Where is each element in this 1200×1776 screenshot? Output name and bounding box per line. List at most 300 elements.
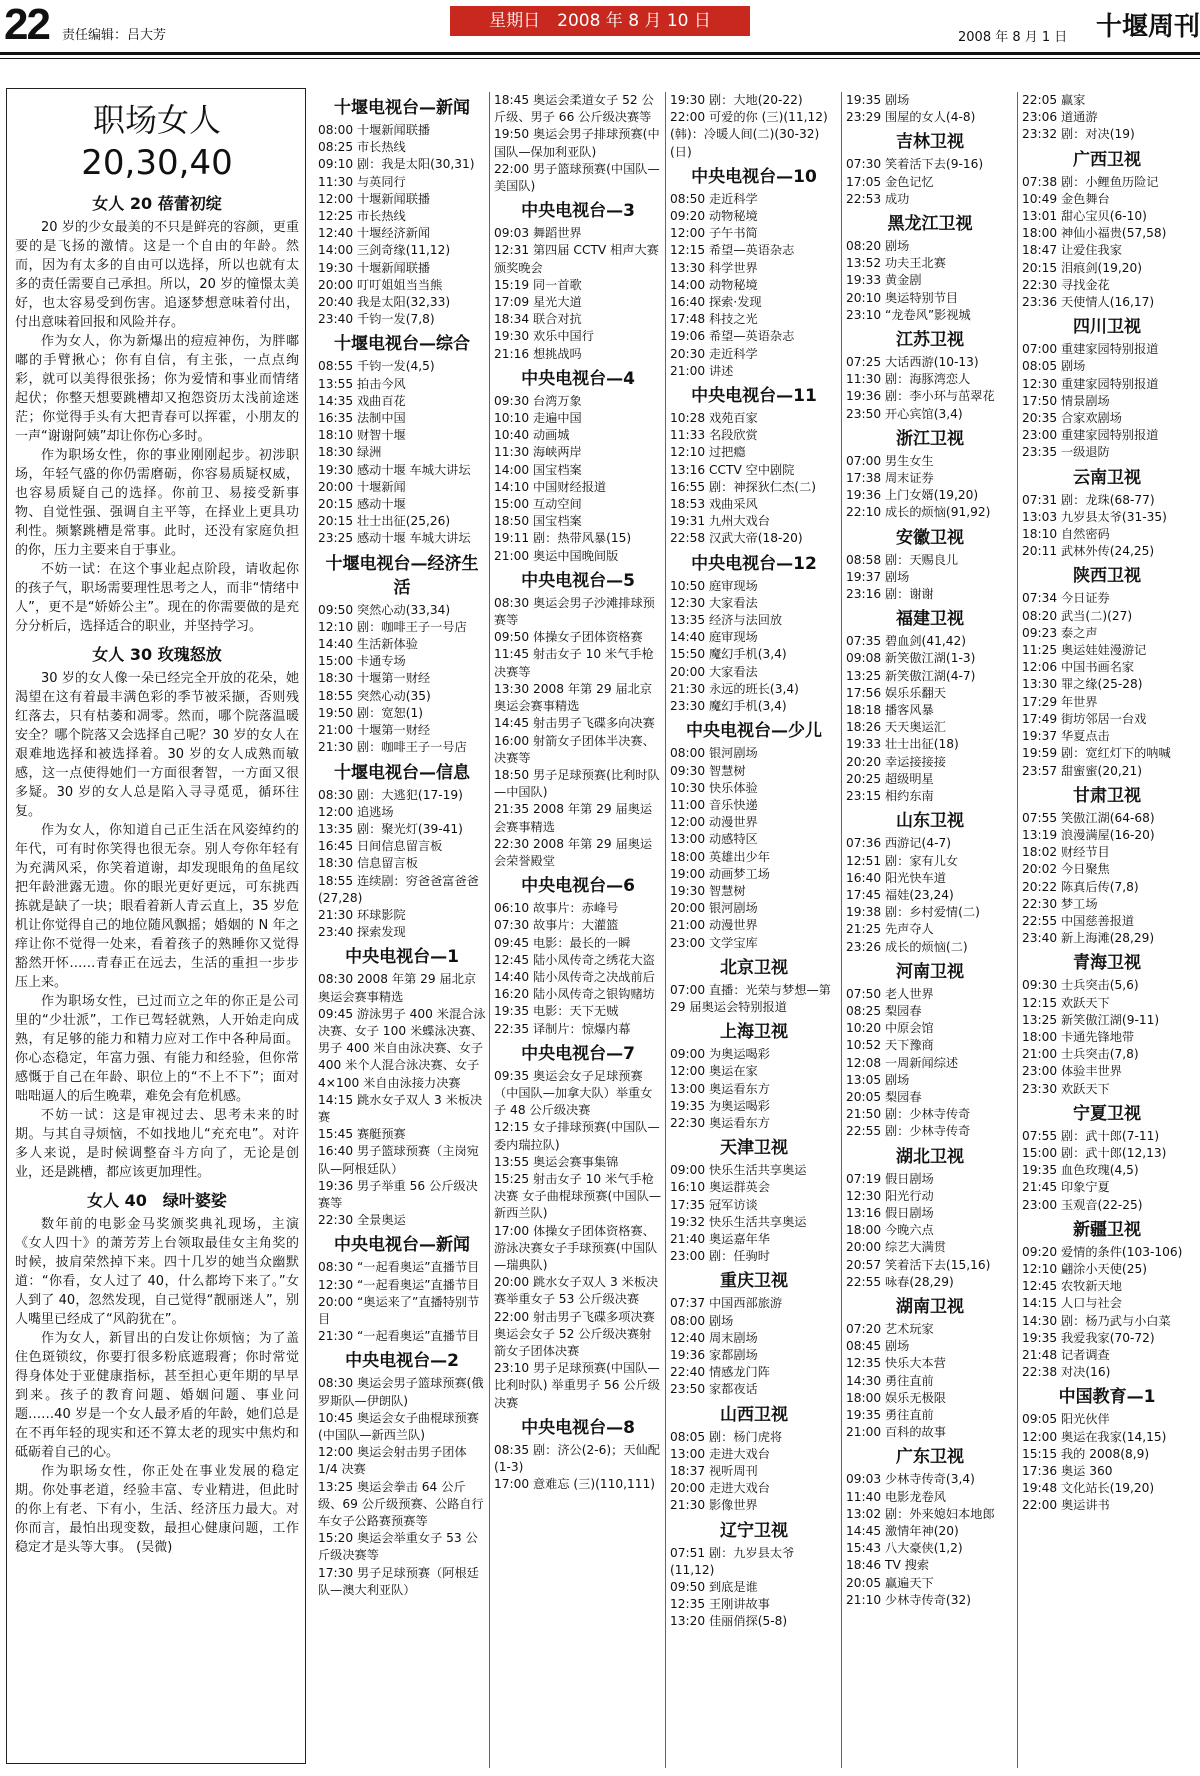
program-entry: 23:40 千钧一发(7,8): [318, 312, 435, 327]
program-entry: 21:00 十堰第一财经: [318, 723, 431, 738]
program-entry: 19:36 剧：李小环与茁翠花: [846, 389, 995, 404]
program-entry: 18:00 今晚六点: [846, 1223, 934, 1238]
program-entry: 07:19 假日剧场: [846, 1171, 934, 1186]
program-entry: 20:35 合家欢剧场: [1022, 411, 1122, 426]
program-entry: 20:22 陈真后传(7,8): [1022, 879, 1139, 894]
program-entry: 18:00 英雄出少年: [670, 849, 770, 864]
channel-title: 中央电视台—10: [691, 166, 817, 187]
program-entry: 23:00 文学宝库: [670, 935, 758, 950]
channel-title: 安徽卫视: [896, 527, 964, 548]
channel-title: 江苏卫视: [896, 330, 964, 351]
program-entry: 18:10 财智十堰: [318, 428, 406, 443]
program-entry: 23:35 一级退防: [1022, 445, 1110, 460]
channel-title: 十堰电视台—经济生活: [325, 553, 479, 598]
program-entry: 09:30 台湾万象: [494, 393, 582, 408]
program-entry: 09:50 体操女子团体资格赛: [494, 630, 643, 645]
program-entry: 10:49 金色舞台: [1022, 191, 1110, 206]
article-paragraph: 作为职场女性，你正处在事业发展的稳定期。你处事老道，经验丰富、专业精进，但此时的你上有老、下有小，生活、经济压力最大。对你而言，最怕出现变数，最担心健康问题，工作稳定才是头等大事。 (吴微): [15, 1464, 299, 1555]
program-entry: 12:00 奥运在家: [670, 1064, 758, 1079]
program-entry: 08:30 2008 年第 29 届北京奥运会赛事精选: [318, 972, 477, 1004]
program-entry: 08:30 奥运会男子篮球预赛(俄罗斯队—伊朗队): [318, 1376, 484, 1408]
program-entry: 12:30 重建家园特别报道: [1022, 376, 1159, 391]
program-entry: 12:00 动漫世界: [670, 815, 758, 830]
program-entry: 10:10 走遍中国: [494, 411, 582, 426]
channel-title: 浙江卫视: [896, 428, 964, 449]
program-entry: 07:30 笑着活下去(9-16): [846, 157, 984, 172]
program-entry: 22:30 寻找金花: [1022, 277, 1110, 292]
program-entry: 09:50 突然心动(33,34): [318, 602, 451, 617]
channel-title: 重庆卫视: [720, 1271, 788, 1292]
program-entry: 18:02 财经节目: [1022, 845, 1110, 860]
program-entry: 16:40 男子篮球预赛（主岗宛队—阿根廷队）: [318, 1144, 479, 1176]
program-entry: 14:10 中国财经报道: [494, 479, 607, 494]
program-entry: 23:29 围屋的女人(4-8): [846, 110, 976, 125]
program-entry: 12:45 陆小凤传奇之绣花大盗: [494, 952, 655, 967]
article-paragraph: 不妨一试：这是审视过去、思考未来的时期。与其自寻烦恼，不如找地儿“充充电”。对许多人来说，是时候调整奋斗方向了，无论是创业，还是跳槽，都应该更加理性。: [15, 1108, 299, 1180]
program-entry: 17:29 年世界: [1022, 694, 1098, 709]
program-entry: 14:45 激情年神(20): [846, 1524, 959, 1538]
program-entry: 22:55 咏春(28,29): [846, 1274, 954, 1289]
program-entry: 12:00 追逃场: [318, 804, 394, 819]
program-entry: 18:30 十堰第一财经: [318, 671, 431, 686]
program-entry: 20:00 大家看法: [670, 664, 758, 679]
column-divider: [841, 92, 842, 1768]
program-entry: 22:40 情感龙门阵: [670, 1365, 770, 1380]
program-entry: 12:30 大家看法: [670, 595, 758, 610]
program-entry: 19:30 十堰新闻联播: [318, 260, 431, 275]
program-entry: 21:45 印象宁夏: [1022, 1180, 1110, 1195]
program-entry: 19:50 奥运会男子排球预赛(中国队—保加利亚队): [494, 127, 660, 159]
channel-title: 中央电视台—3: [521, 201, 635, 222]
program-entry: 22:55 剧：少林寺传奇: [846, 1124, 971, 1139]
program-entry: 22:30 梦工场: [1022, 896, 1098, 911]
program-entry: 11:25 奥运娃娃漫游记: [1022, 643, 1147, 658]
program-entry: 19:37 华夏点击: [1022, 729, 1110, 744]
program-entry: 17:50 情景剧场: [1022, 393, 1110, 408]
channel-title: 北京卫视: [720, 957, 788, 978]
program-entry: 18:45 奥运会柔道女子 52 公斤级、男子 66 公斤级决赛等: [494, 93, 654, 125]
program-entry: 18:37 视听周刊: [670, 1464, 758, 1478]
program-entry: 21:30 永远的班长(3,4): [670, 681, 799, 696]
program-entry: 08:25 梨园春: [846, 1003, 922, 1018]
program-entry: 19:30 剧：大地(20-22): [670, 93, 803, 107]
program-entry: 17:48 科技之光: [670, 312, 758, 327]
program-entry: 19:30 欢乐中国行: [494, 329, 594, 344]
program-entry: 20:00 “奥运来了”直播特别节目: [318, 1294, 480, 1326]
program-entry: 13:30 科学世界: [670, 260, 758, 275]
article-box: [6, 88, 306, 1764]
program-entry: 19:48 文化站长(19,20): [1022, 1481, 1155, 1496]
program-entry: 22:30 奥运看东方: [670, 1115, 770, 1130]
program-entry: 19:33 黄金剧: [846, 273, 922, 288]
program-entry: 19:38 剧：乡村爱情(二): [846, 905, 980, 920]
article-paragraph: 不妨一试：在这个事业起点阶段，请收起你的孩子气，职场需要理性思考之人，而非“情绪中人”，更不是“娇娇公主”。现在的你需要做的是充分分析后，选择适合的职业，并坚持学习。: [15, 562, 299, 634]
program-entry: 10:20 中原会馆: [846, 1021, 934, 1036]
channel-title: 中央电视台—7: [521, 1043, 635, 1064]
program-entry: 12:45 农牧新天地: [1022, 1279, 1122, 1294]
program-entry: 18:55 突然心动(35): [318, 688, 431, 703]
program-entry: 18:26 天天奥运汇: [846, 720, 946, 735]
program-entry: 13:16 CCTV 空中剧院: [670, 462, 795, 477]
program-entry: 09:03 舞蹈世界: [494, 226, 582, 241]
program-entry: 12:00 十堰新闻联播: [318, 191, 431, 206]
program-entry: 20:40 我是太阳(32,33): [318, 295, 451, 310]
program-entry: 23:10 “龙卷风”影视城: [846, 307, 971, 322]
program-entry: 07:35 碧血剑(41,42): [846, 634, 966, 649]
program-entry: 07:37 中国西部旅游: [670, 1296, 783, 1311]
program-entry: 19:30 感动十堰 车城大讲坛: [318, 462, 471, 477]
program-entry: 17:56 娱乐乐翻天: [846, 685, 946, 700]
program-entry: 11:30 海峡两岸: [494, 445, 582, 460]
program-entry: 12:06 中国书画名家: [1022, 660, 1135, 675]
program-entry: 21:16 想挑战吗: [494, 346, 582, 361]
program-entry: 09:30 士兵突击(5,6): [1022, 978, 1139, 993]
program-entry: 18:50 男子足球预赛(比利时队—中国队): [494, 767, 660, 800]
program-entry: 08:50 走近科学: [670, 191, 758, 206]
program-entry: 15:00 卡通专场: [318, 654, 406, 669]
program-entry: 11:40 电影龙卷风: [846, 1489, 946, 1504]
program-entry: 20:02 今日聚焦: [1022, 862, 1110, 877]
tv-column-2: [490, 92, 666, 1768]
program-entry: 14:00 三剑奇缘(11,12): [318, 243, 451, 258]
channel-title: 福建卫视: [896, 609, 964, 630]
program-entry: 07:00 直播：光荣与梦想—第 29 届奥运会特别报道: [670, 982, 831, 1014]
program-entry: 23:40 探索发现: [318, 925, 406, 940]
channel-title: 青海卫视: [1073, 953, 1141, 974]
program-entry: 17:36 奥运 360: [1022, 1464, 1113, 1478]
program-entry: 16:10 奥运群英会: [670, 1180, 770, 1195]
program-entry: 18:55 连续剧：穷爸爸富爸爸(27,28): [318, 873, 479, 905]
channel-title: 十堰电视台—信息: [334, 762, 470, 783]
page-header: [0, 0, 1200, 52]
program-entry: 14:40 庭审现场: [670, 630, 758, 645]
channel-title: 甘肃卫视: [1073, 785, 1141, 806]
program-entry: 19:31 九州大戏台: [670, 514, 770, 529]
program-entry: 14:35 戏曲百花: [318, 393, 406, 408]
program-entry: 08:58 剧：天赐良儿: [846, 552, 959, 567]
program-entry: 20:11 武林外传(24,25): [1022, 544, 1155, 559]
program-entry: 18:10 自然密码: [1022, 527, 1110, 542]
program-entry: 09:00 快乐生活共享奥运: [670, 1163, 807, 1178]
issue-date: 2008 年 8 月 1 日: [958, 30, 1068, 45]
program-entry: 10:40 动画城: [494, 428, 570, 443]
program-entry: 22:00 可爱的你 (三)(11,12): [670, 110, 828, 125]
program-entry: 23:26 成长的烦恼(二): [846, 939, 968, 954]
program-entry: 13:55 奥运会赛事集锦: [494, 1154, 619, 1169]
channel-title: 河南卫视: [896, 961, 964, 982]
program-entry: 10:52 天下豫商: [846, 1038, 934, 1053]
program-entry: 21:00 百科的故事: [846, 1425, 946, 1440]
program-entry: 13:01 甜心宝贝(6-10): [1022, 209, 1147, 224]
program-entry: 20:00 银河剧场: [670, 901, 758, 916]
program-entry: 12:10 剧：咖啡王子一号店: [318, 619, 467, 634]
program-entry: 08:05 剧：杨门虎将: [670, 1429, 783, 1444]
channel-title: 中央电视台—少儿: [686, 721, 822, 742]
channel-title: 四川卫视: [1073, 317, 1141, 338]
program-entry: 20:00 十堰新闻: [318, 479, 406, 494]
program-entry: 10:50 庭审现场: [670, 578, 758, 593]
program-entry: 21:30 “一起看奥运”直播节目: [318, 1329, 480, 1344]
channel-title: 湖南卫视: [896, 1296, 964, 1317]
channel-title: 陕西卫视: [1073, 566, 1141, 587]
article-paragraph: 作为职场女性，已过而立之年的你正是公司里的“少壮派”，工作已驾轻就熟，人开始走向成熟，有足够的能力和精力应对工作中各种局面。你心态稳定，年富力强、有能力和经验，但你常感慨于自己在年龄、职位上的“不上不下”；面对咄咄逼人的后生晚辈，难免会有危机感。: [15, 994, 299, 1104]
article-paragraph: 20 岁的少女最美的不只是鲜亮的容颜，更重要的是飞扬的激情。这是一个自由的年龄。然而，因为有太多的自由可以选择，所以也就有太多的责任需要自己承担。所以，20 岁的憧憬太美好，也太容易受到伤害。追逐梦想意味着付出，付出意味着回报和风险并存。: [15, 220, 299, 330]
program-entry: 20:15 泪痕剑(19,20): [1022, 260, 1142, 275]
program-entry: 09:50 到底是谁: [670, 1580, 758, 1595]
program-entry: 08:25 市长热线: [318, 140, 406, 155]
program-entry: 15:25 射击女子 10 米气手枪决赛 女子曲棍球预赛(中国队—新西兰队): [494, 1171, 662, 1221]
program-entry: 09:35 奥运会女子足球预赛（中国队—加拿大队）举重女子 48 公斤级决赛: [494, 1068, 653, 1118]
program-entry: 12:31 第四届 CCTV 相声大赛颁奖晚会: [494, 243, 659, 275]
program-entry: 07:34 今日证券: [1022, 591, 1110, 606]
program-entry: 23:40 新上海滩(28,29): [1022, 931, 1155, 946]
program-entry: 13:25 新笑傲江湖(4-7): [846, 668, 976, 683]
program-entry: 12:35 王刚讲故事: [670, 1597, 770, 1612]
program-entry: 22:05 赢家: [1022, 93, 1086, 107]
section-heading: 女人 20 蓓蕾初绽: [92, 194, 222, 213]
program-entry: 13:03 九岁县太爷(31-35): [1022, 509, 1167, 524]
program-entry: 18:18 播客风暴: [846, 703, 934, 718]
program-entry: 16:45 日间信息留言板: [318, 839, 443, 854]
program-entry: 19:36 家都剧场: [670, 1347, 758, 1362]
program-entry: 09:45 电影：最长的一瞬: [494, 935, 631, 950]
program-entry: 07:50 老人世界: [846, 986, 934, 1001]
program-entry: 07:00 男生女生: [846, 453, 934, 468]
program-entry: 23:30 欢跃天下: [1022, 1081, 1110, 1096]
channel-title: 中央电视台—2: [345, 1351, 459, 1372]
tv-column-3: [666, 92, 842, 1768]
program-entry: 13:20 佳丽俏探(5-8): [670, 1614, 788, 1629]
program-entry: 14:45 射击男子飞碟多向决赛: [494, 716, 655, 731]
program-entry: 10:45 奥运会女子曲棍球预赛(中国队—新西兰队): [318, 1410, 479, 1442]
program-entry: 10:30 快乐体验: [670, 780, 758, 795]
program-entry: 12:25 市长热线: [318, 209, 406, 224]
program-entry: 20:05 赢遍天下: [846, 1575, 934, 1590]
program-entry: 12:00 奥运会射击男子团体 1/4 决赛: [318, 1445, 467, 1477]
channel-title: 中央电视台—6: [521, 876, 635, 897]
program-entry: 18:00 卡通先锋地带: [1022, 1029, 1135, 1044]
program-entry: 07:55 笑傲江湖(64-68): [1022, 810, 1155, 825]
program-entry: 20:10 奥运特别节目: [846, 290, 959, 305]
program-entry: 21:00 动漫世界: [670, 918, 758, 933]
program-entry: 09:45 游泳男子 400 米混合泳决赛、女子 100 米蝶泳决赛、男子 400 米自由泳决赛、女子 400 米个人混合泳决赛、女子 4×100 米自由泳接力决赛: [318, 1006, 486, 1090]
program-entry: 07:38 剧：小鲤鱼历险记: [1022, 174, 1159, 189]
program-entry: 08:00 银河剧场: [670, 746, 758, 761]
program-entry: 12:40 十堰经济新闻: [318, 226, 431, 241]
program-entry: 22:00 奥运讲书: [1022, 1498, 1110, 1513]
article-paragraph: 作为女人，你知道自己正生活在风姿绰约的年代，可有时你笑得也很无奈。别人夸你年轻有为充满风采，你笑着道谢，却发现眼角的鱼尾纹把年龄泄露无遗。你的眼光更好更远，可东挑西拣就是缺了一块；眼看着新人青云直上，35 岁危机让你觉得自己的地位随风飘摇；婚姻的 N 年之痒让你不觉得一处来，看着孩子的熟睡你又觉得豁然开怀……青春正在远去，生活的重担一步步压上来。: [15, 823, 299, 990]
program-entry: 16:40 阳光快车道: [846, 870, 946, 885]
program-entry: 13:35 剧：聚光灯(39-41): [318, 821, 463, 836]
program-entry: 08:30 “一起看奥运”直播节目: [318, 1260, 480, 1275]
program-entry: 20:15 壮士出征(25,26): [318, 514, 451, 529]
article-paragraph: 数年前的电影金马奖颁奖典礼现场，主演《女人四十》的萧芳芳上台领取最佳女主角奖的时候，披肩荣然掉下来。四十几岁的她当众幽默道：“你看，女人过了 40，什么都垮下来了。”女人到了 40，忽然发现，自己觉得“靓丽迷人”，别人嘴里已经成了“风韵犹在”。: [15, 1217, 299, 1327]
program-entry: 23:10 男子足球预赛(中国队—比利时队) 举重男子 56 公斤级决赛: [494, 1361, 660, 1410]
program-entry: 13:25 新笑傲江湖(9-11): [1022, 1012, 1160, 1027]
program-entry: 19:59 剧：宽红灯下的呐喊: [1022, 746, 1171, 761]
program-entry: 15:43 八大豪侠(1,2): [846, 1541, 963, 1556]
program-entry: 21:30 影像世界: [670, 1498, 758, 1513]
program-entry: 17:35 冠军访谈: [670, 1197, 758, 1212]
program-entry: 09:05 阳光伙伴: [1022, 1412, 1110, 1427]
page-number: 22: [4, 0, 49, 49]
program-entry: 19:33 壮士出征(18): [846, 737, 959, 752]
channel-title: 上海卫视: [720, 1022, 788, 1043]
program-entry: 19:35 为奥运喝彩: [670, 1098, 770, 1113]
channel-title: 广西卫视: [1073, 149, 1141, 170]
program-entry: 09:30 智慧树: [670, 763, 746, 778]
program-entry: 13:16 假日剧场: [846, 1205, 934, 1220]
channel-title: 新疆卫视: [1073, 1219, 1141, 1240]
article-paragraph: 作为职场女性，你的事业刚刚起步。初涉职场，年轻气盛的你仍需磨砺，你容易质疑权威，也容易质疑自己的选择。你前卫、易接受新事物、自觉性强、强调自主平等，在择业上更具功利性。频繁跳槽是常事。此时，还没有家庭负担的你，压力主要来自于事业。: [15, 448, 299, 558]
tv-column-4: [842, 92, 1018, 1768]
program-entry: 23:50 开心宾馆(3,4): [846, 406, 963, 421]
program-entry: 11:00 音乐快递: [670, 797, 758, 812]
program-entry: 07:55 剧：武十郎(7-11): [1022, 1128, 1160, 1143]
program-entry: 07:00 重建家园特别报道: [1022, 342, 1159, 357]
program-entry: 22:30 全景奥运: [318, 1213, 406, 1228]
program-entry: 12:10 过把瘾: [670, 445, 746, 460]
program-entry: 20:00 综艺大满贯: [846, 1240, 946, 1255]
program-entry: 13:00 奥运看东方: [670, 1081, 770, 1096]
article-body: [15, 191, 299, 1557]
program-entry: 18:50 国宝档案: [494, 514, 582, 529]
program-entry: 23:50 家都夜话: [670, 1382, 758, 1397]
program-entry: 17:38 周末证券: [846, 471, 934, 486]
program-entry: 16:00 射箭女子团体半决赛、决赛等: [494, 733, 655, 765]
program-entry: 12:08 一周新闻综述: [846, 1055, 959, 1070]
program-entry: 22:00 男子篮球预赛(中国队—美国队): [494, 161, 660, 194]
program-entry: 14:40 陆小凤传奇之决战前后: [494, 969, 655, 984]
program-entry: 08:30 剧：大逃犯(17-19): [318, 787, 463, 802]
program-entry: 12:35 快乐大本营: [846, 1356, 946, 1371]
program-entry: 18:00 娱乐无极限: [846, 1390, 946, 1405]
program-entry: 12:51 剧：家有儿女: [846, 853, 959, 868]
program-entry: 07:36 西游记(4-7): [846, 836, 951, 851]
program-entry: 14:30 勇往直前: [846, 1373, 934, 1388]
program-entry: 10:28 戏苑百家: [670, 411, 758, 426]
program-entry: 08:20 剧场: [846, 239, 910, 254]
channel-title: 湖北卫视: [896, 1146, 964, 1167]
program-entry: 07:20 艺术玩家: [846, 1321, 934, 1336]
program-entry: 12:10 翩涂小天使(25): [1022, 1261, 1147, 1276]
program-entry: 11:45 射击女子 10 米气手枪决赛等: [494, 647, 654, 679]
program-entry: 11:30 与英同行: [318, 174, 406, 189]
program-entry: 19:35 我爱我家(70-72): [1022, 1330, 1155, 1345]
program-entry: 21:30 环球影院: [318, 907, 406, 922]
program-entry: 08:55 千钧一发(4,5): [318, 359, 435, 374]
program-entry: 22:55 中国慈善报道: [1022, 913, 1135, 928]
program-entry: 21:00 奥运中国晚间版: [494, 548, 619, 563]
program-entry: 16:20 陆小凤传奇之银钩赌坊: [494, 987, 655, 1002]
program-entry: 22:58 汉武大帝(18-20): [670, 531, 803, 546]
program-entry: 14:00 动物秘境: [670, 277, 758, 292]
program-entry: 14:30 剧：杨乃武与小白菜: [1022, 1313, 1171, 1328]
program-entry: 19:35 勇往直前: [846, 1407, 934, 1422]
program-entry: 12:15 女子排球预赛(中国队—委内瑞拉队): [494, 1120, 660, 1152]
program-entry: 12:30 阳光行动: [846, 1188, 934, 1203]
channel-title: 广东卫视: [896, 1447, 964, 1468]
program-entry: 14:15 跳水女子双人 3 米板决赛: [318, 1092, 483, 1124]
program-entry: 08:20 武当(二)(27): [1022, 608, 1133, 623]
article-paragraph: 作为女人，你为新爆出的痘痘神伤，为胖嘟嘟的手臂揪心；你有自信，有主张，一点点绚彩，就可以美得很张扬；你为爱情和事业而情绪起伏；你整天想要跳槽却又抱怨资历太浅前途迷茫；你觉得手头有大把青春可以挥霍，小朋友的一声“谢谢阿姨”却让你伤心多时。: [15, 334, 299, 444]
channel-title: 中央电视台—12: [691, 553, 817, 574]
channel-title: 黑龙江卫视: [887, 214, 973, 235]
program-entry: 22:35 译制片：惊爆内幕: [494, 1021, 631, 1036]
program-entry: 23:15 相约东南: [846, 789, 934, 804]
program-entry: 15:15 我的 2008(8,9): [1022, 1446, 1150, 1461]
program-entry: 23:57 甜蜜蜜(20,21): [1022, 763, 1142, 778]
tv-column-5: [1018, 92, 1196, 1768]
program-entry: 21:30 剧：咖啡王子一号店: [318, 740, 467, 755]
program-entry: 19:37 剧场: [846, 569, 910, 584]
program-entry: 15:50 魔幻手机(3,4): [670, 647, 787, 662]
program-entry: 20:00 叮叮姐姐当当熊: [318, 277, 443, 292]
program-entry: 15:20 奥运会举重女子 53 公斤级决赛等: [318, 1531, 478, 1563]
program-entry: 21:50 剧：少林寺传奇: [846, 1107, 971, 1122]
program-entry: 08:35 剧：济公(2-6)；天仙配(1-3): [494, 1442, 660, 1475]
program-entry: 09:20 爱情的条件(103-106): [1022, 1244, 1183, 1259]
program-entry: 17:05 金色记忆: [846, 174, 934, 189]
program-entry: 14:40 生活新体验: [318, 637, 418, 652]
program-entry: 15:00 互动空间: [494, 497, 582, 512]
program-entry: 18:53 戏曲采风: [670, 497, 758, 512]
channel-title: 十堰电视台—新闻: [334, 98, 470, 118]
program-entry: 16:55 剧：神探狄仁杰(二): [670, 479, 817, 494]
program-entry: 18:47 让爱住我家: [1022, 243, 1122, 258]
program-entry: 19:30 智慧树: [670, 883, 746, 898]
program-entry: 19:35 血色玫瑰(4,5): [1022, 1163, 1139, 1178]
program-entry: 22:00 射击男子飞碟多项决赛奥运会女子 52 公斤级决赛射箭女子团体决赛: [494, 1309, 655, 1358]
program-entry: 13:19 浪漫满屋(16-20): [1022, 827, 1155, 842]
channel-title: 山西卫视: [720, 1404, 788, 1425]
program-entry: 21:00 士兵突击(7,8): [1022, 1047, 1139, 1062]
program-entry: 09:23 泰之声: [1022, 625, 1098, 640]
program-entry: 08:30 奥运会男子沙滩排球预赛等: [494, 595, 655, 628]
header-rule-thick: [0, 52, 1200, 55]
program-entry: 07:51 剧：九岁县太爷(11,12): [670, 1545, 795, 1577]
program-entry: 17:45 福娃(23,24): [846, 887, 954, 902]
program-entry: 23:36 天使情人(16,17): [1022, 295, 1155, 310]
program-entry: 22:10 成长的烦恼(91,92): [846, 505, 991, 520]
program-entry: 08:00 剧场: [670, 1313, 734, 1328]
program-entry: 18:46 TV 搜索: [846, 1558, 930, 1573]
program-entry: 21:40 奥运嘉年华: [670, 1231, 770, 1246]
program-entry: 21:35 2008 年第 29 届奥运会赛事精选: [494, 802, 653, 834]
program-entry: 09:10 剧：我是太阳(30,31): [318, 157, 475, 172]
program-entry: 23:16 剧：谢谢: [846, 587, 934, 602]
program-entry: 21:00 讲述: [670, 363, 734, 378]
program-entry: 23:32 剧：对决(19): [1022, 127, 1135, 142]
channel-title: 中央电视台—新闻: [334, 1235, 470, 1256]
program-entry: 20:30 走近科学: [670, 346, 758, 361]
program-entry: 13:30 罪之缘(25-28): [1022, 677, 1143, 692]
program-entry: 13:55 拍击今风: [318, 376, 406, 391]
program-entry: 20:20 幸运接接接: [846, 754, 946, 769]
program-entry: 19:36 上门女婿(19,20): [846, 488, 979, 503]
program-entry: 12:00 子午书简: [670, 226, 758, 241]
program-entry: 22:38 对决(16): [1022, 1365, 1111, 1380]
program-entry: 22:53 成功: [846, 191, 910, 206]
program-entry: 12:30 “一起看奥运”直播节目: [318, 1277, 480, 1292]
channel-title: 中央电视台—4: [521, 368, 635, 389]
program-entry: 13:25 奥运会拳击 64 公斤级、69 公斤级预赛、公路自行车女子公路赛预赛等: [318, 1479, 484, 1529]
program-entry: 08:05 剧场: [1022, 359, 1086, 374]
program-entry: 09:20 动物秘境: [670, 209, 758, 224]
program-entry: 19:35 电影：天下无贼: [494, 1004, 619, 1019]
program-entry: 13:35 经济与法回放: [670, 613, 783, 628]
program-entry: 21:48 记者调查: [1022, 1347, 1110, 1362]
